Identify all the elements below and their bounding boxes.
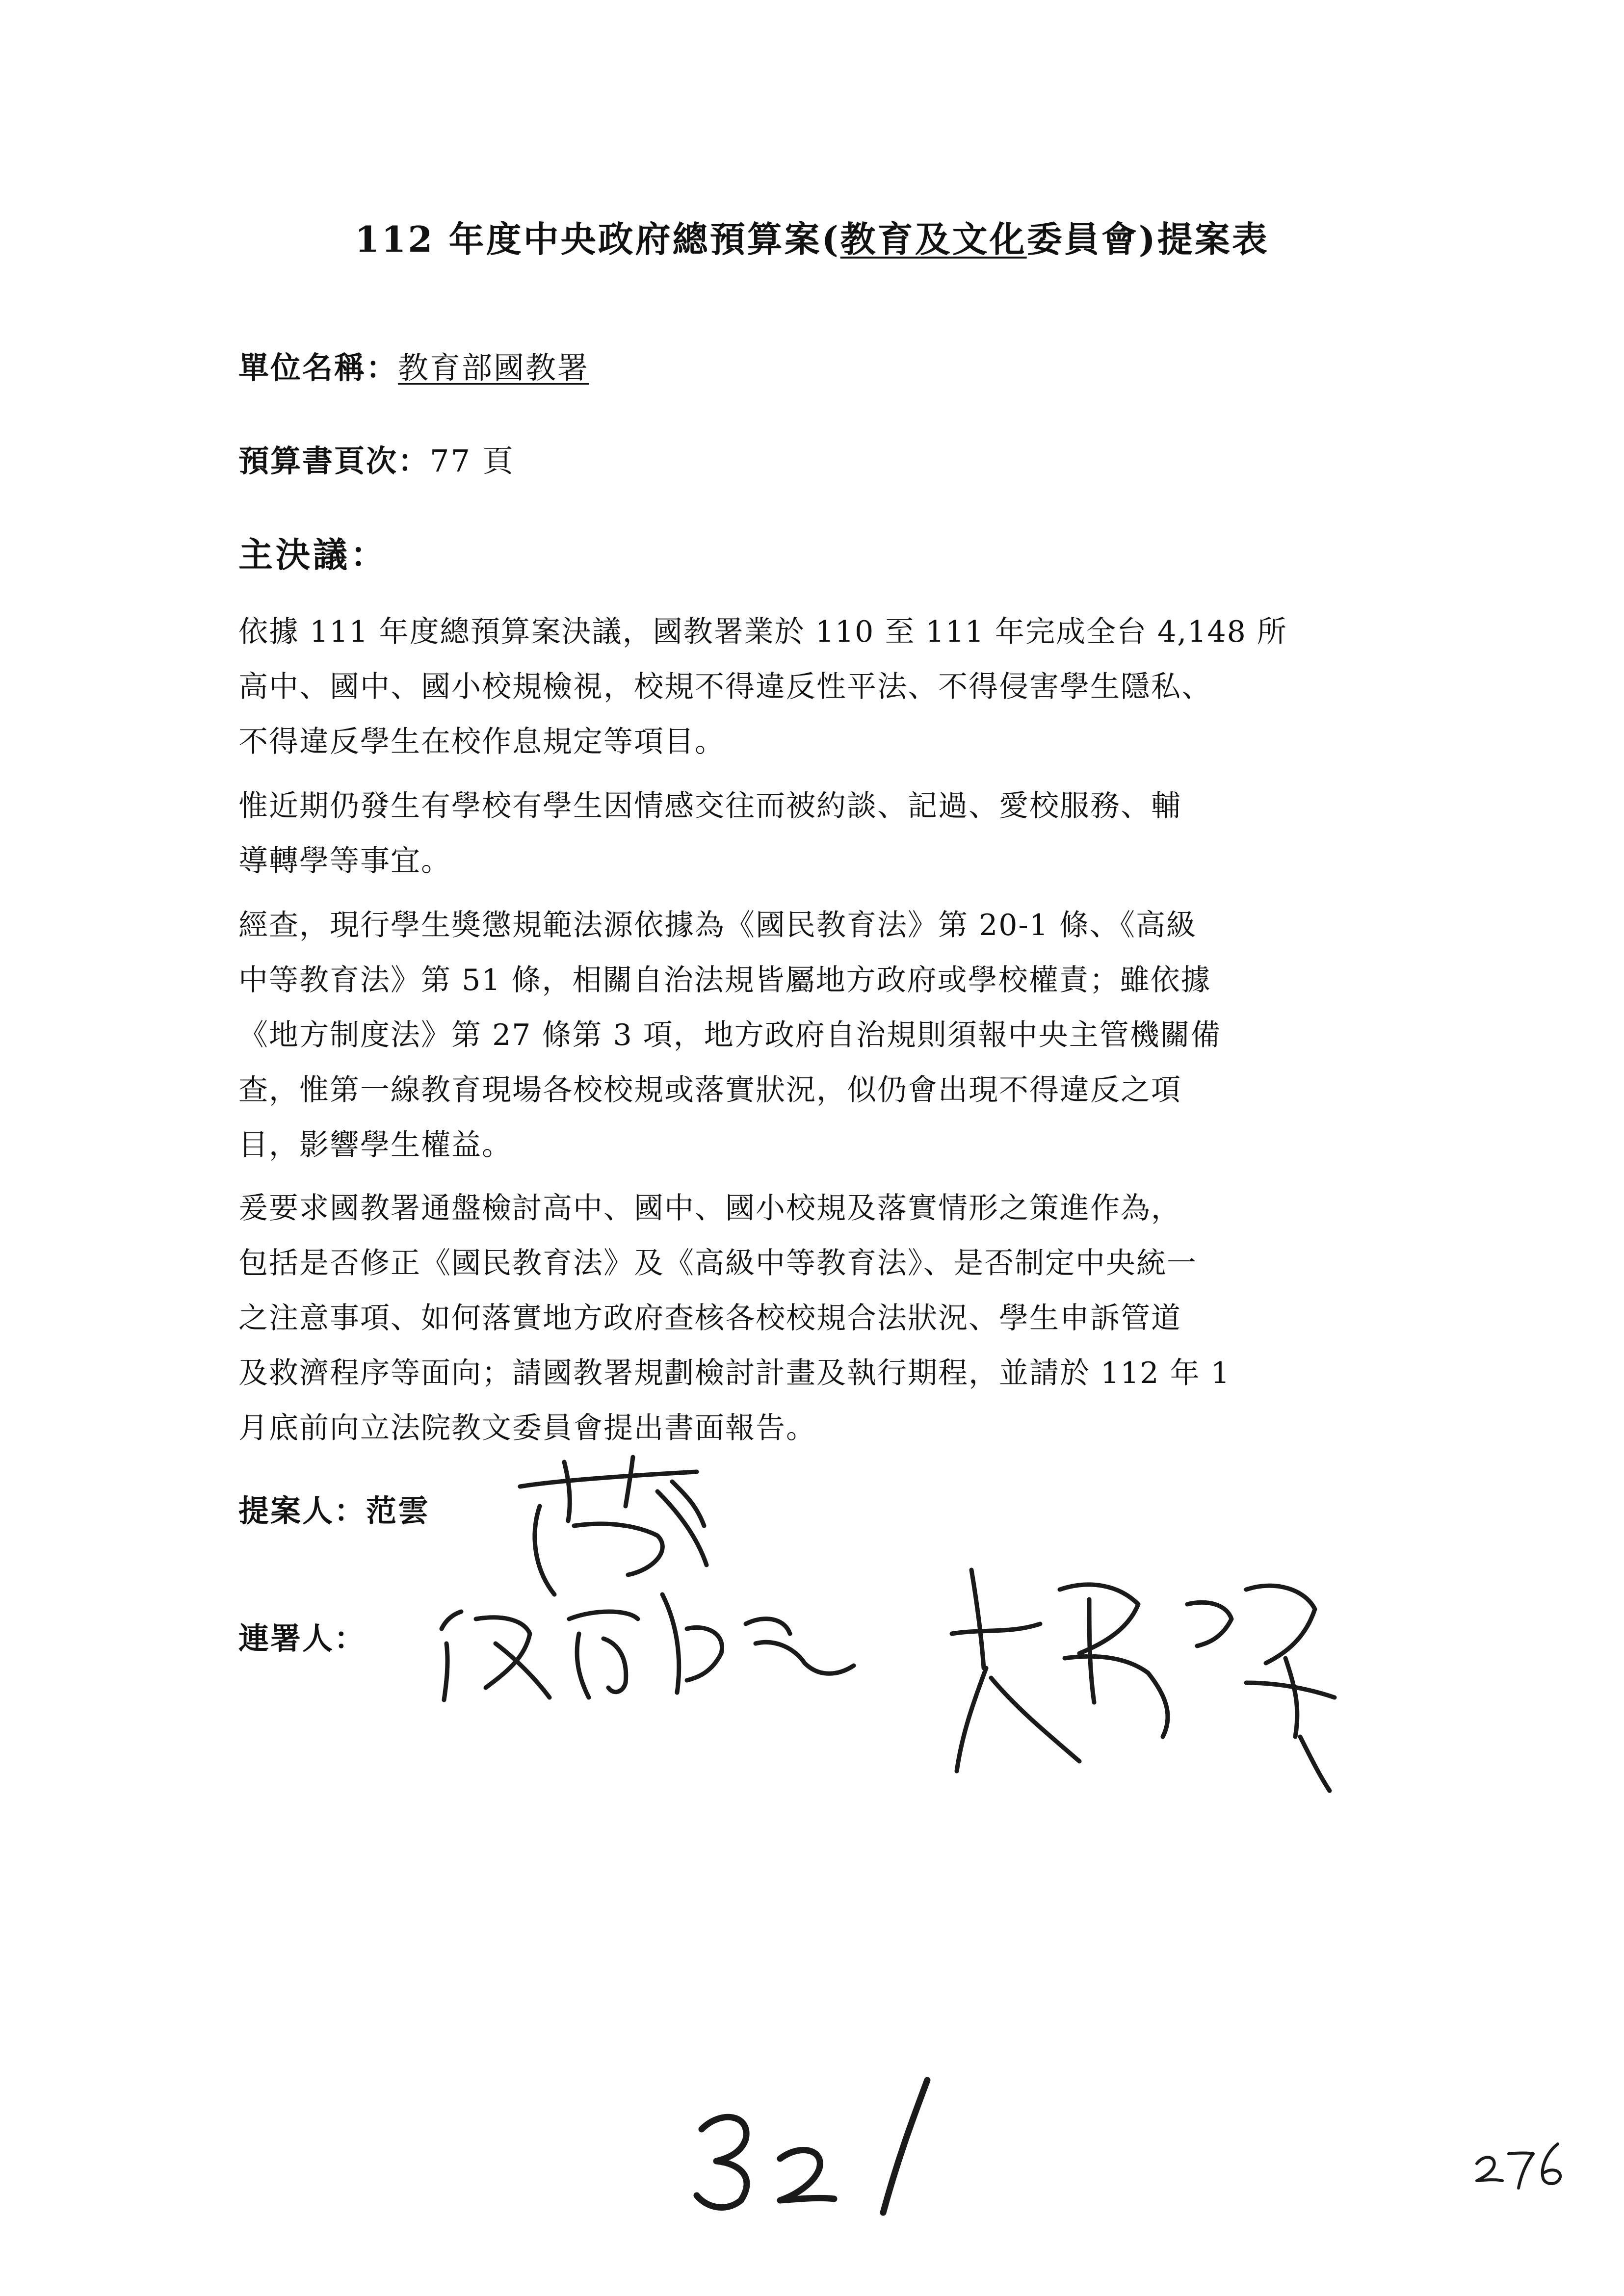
- paragraph-line: 及救濟程序等面向；請國教署規劃檢討計畫及執行期程，並請於 112 年 1: [238, 1356, 1231, 1390]
- page-title: [0, 211, 1624, 262]
- title-suffix: 委員會)提案表: [1026, 218, 1269, 260]
- budget-page-value: 77 頁: [430, 443, 515, 479]
- paragraph-line: 惟近期仍發生有學校有學生因情感交往而被約談、記過、愛校服務、輔: [238, 789, 1181, 823]
- unit-label: 單位名稱：: [238, 350, 398, 386]
- unit-value: 教育部國教署: [398, 350, 590, 386]
- cosigner-signature-2: [942, 1560, 1354, 1796]
- handwritten-page-number: [687, 2070, 942, 2218]
- paragraph-line: 高中、國中、國小校規檢視，校規不得違反性平法、不得侵害學生隱私、: [238, 670, 1212, 704]
- resolution-heading: 主決議：: [238, 534, 388, 575]
- paragraph-line: 中等教育法》第 51 條，相關自治法規皆屬地方政府或學校權責；雖依據: [238, 963, 1211, 997]
- title-committee: 教育及文化: [840, 218, 1027, 260]
- paragraph-line: 查，惟第一線教育現場各校校規或落實狀況，似仍會出現不得違反之項: [238, 1073, 1181, 1107]
- handwritten-corner-number: [1472, 2134, 1570, 2193]
- paragraph-line: 之注意事項、如何落實地方政府查核各校校規合法狀況、學生申訴管道: [238, 1301, 1181, 1335]
- paragraph-line: 導轉學等事宜。: [238, 844, 451, 878]
- resolution-paragraph-3: [238, 898, 1450, 1173]
- paragraph-line: 依據 111 年度總預算案決議，國教署業於 110 至 111 年完成全台 4,148 所: [238, 615, 1287, 649]
- resolution-paragraph-1: [238, 604, 1450, 769]
- cosigner-label: 連署人：: [238, 1620, 367, 1656]
- resolution-paragraph-2: [238, 779, 1450, 888]
- cosigner-signature-1: [432, 1560, 864, 1707]
- proposer-field: [238, 1487, 430, 1530]
- title-prefix: 112 年度中央政府總預算案(: [355, 218, 840, 260]
- paragraph-line: 月底前向立法院教文委員會提出書面報告。: [238, 1411, 816, 1445]
- budget-page-label: 預算書頁次：: [238, 443, 430, 479]
- paragraph-line: 包括是否修正《國民教育法》及《高級中等教育法》、是否制定中央統一: [238, 1246, 1197, 1280]
- proposer-label: 提案人：: [238, 1493, 367, 1529]
- unit-field: [238, 343, 589, 387]
- paragraph-line: 經查，現行學生獎懲規範法源依據為《國民教育法》第 20-1 條、《高級: [238, 908, 1197, 942]
- proposer-name: 范雲: [366, 1493, 430, 1529]
- paragraph-line: 爰要求國教署通盤檢討高中、國中、國小校規及落實情形之策進作為，: [238, 1191, 1181, 1226]
- resolution-paragraph-4: [238, 1181, 1450, 1456]
- paragraph-line: 目，影響學生權益。: [238, 1128, 512, 1162]
- paragraph-line: 不得違反學生在校作息規定等項目。: [238, 725, 725, 759]
- paragraph-line: 《地方制度法》第 27 條第 3 項，地方政府自治規則須報中央主管機關備: [238, 1018, 1221, 1052]
- budget-page-field: [238, 437, 515, 480]
